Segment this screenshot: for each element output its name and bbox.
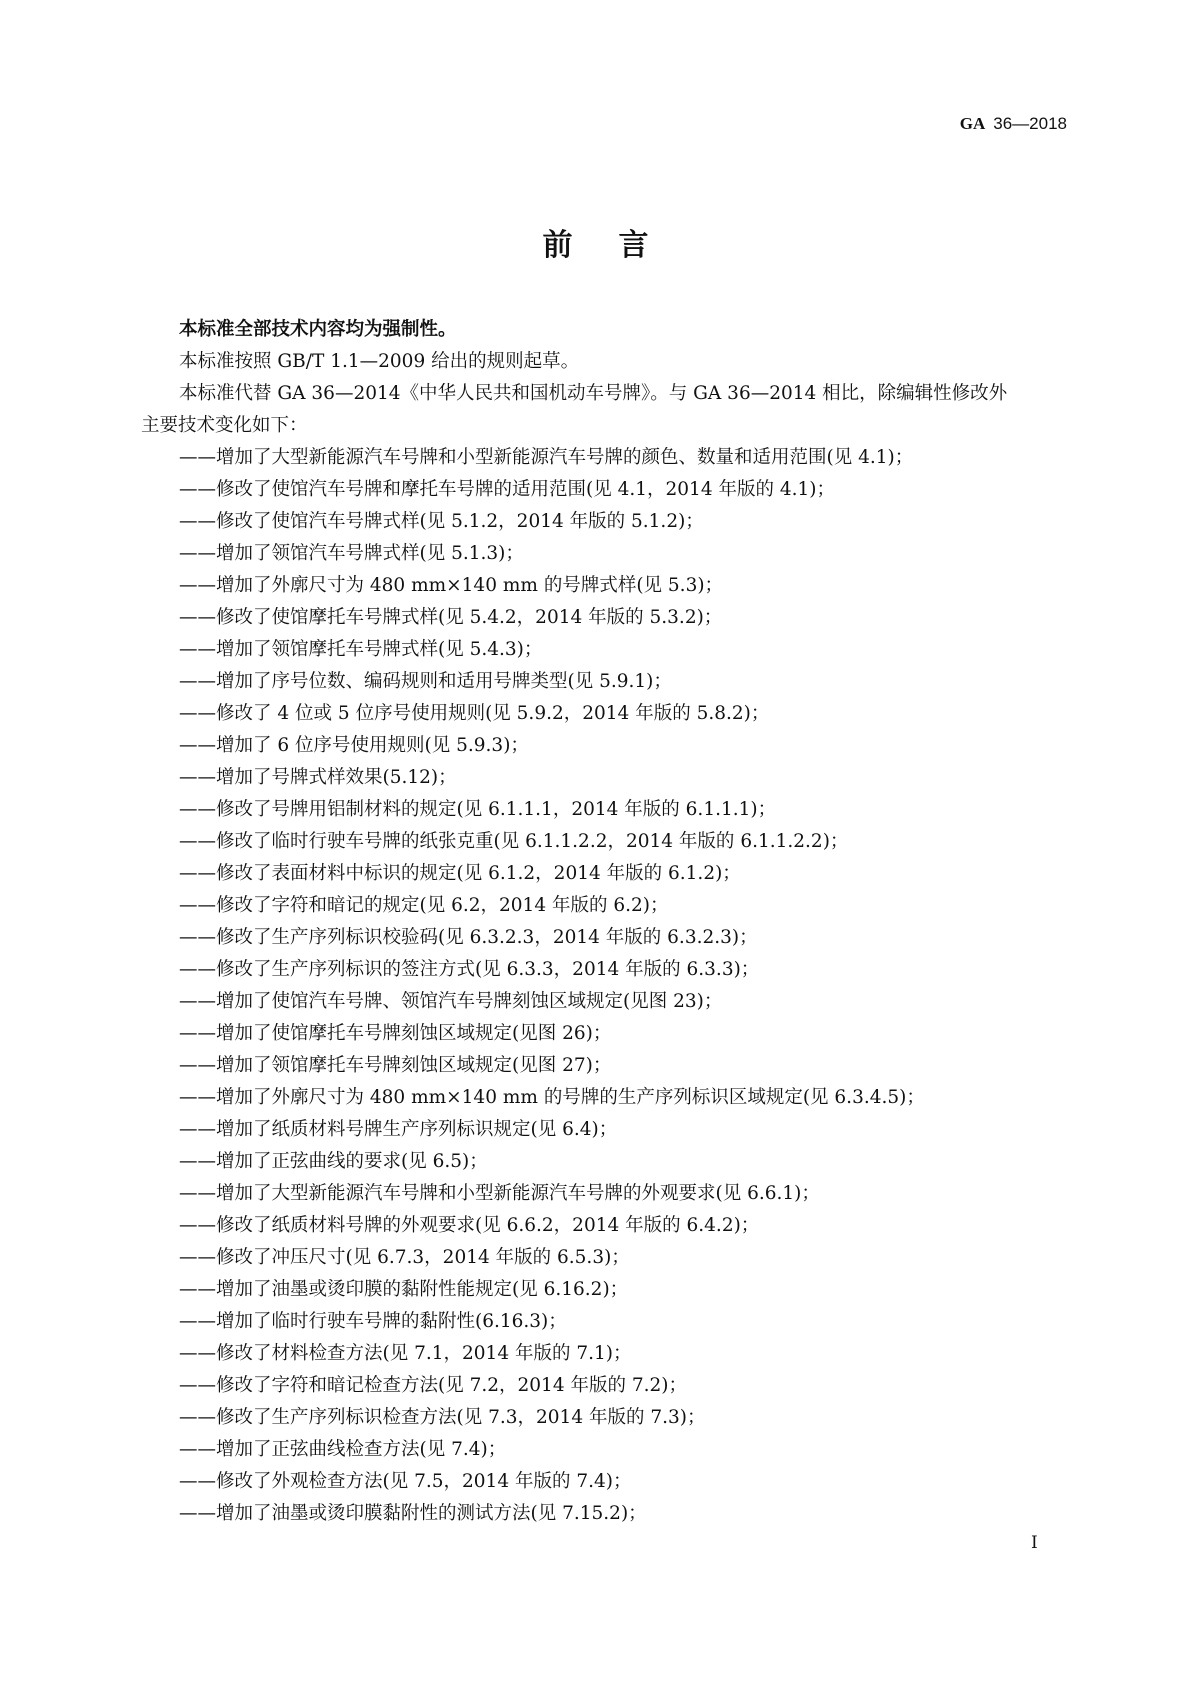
change-list-item: ——增加了使馆摩托车号牌刻蚀区域规定(见图 26)； (179, 1023, 612, 1044)
page-number: I (1031, 1533, 1038, 1553)
document-code-header (960, 114, 1067, 134)
change-list-item: ——修改了生产序列标识校验码(见 6.3.2.3，2014 年版的 6.3.2.3)； (179, 927, 758, 948)
change-list-item: ——修改了使馆汽车号牌和摩托车号牌的适用范围(见 4.1，2014 年版的 4.1)； (179, 479, 836, 500)
change-list-item: ——修改了使馆汽车号牌式样(见 5.1.2，2014 年版的 5.1.2)； (179, 511, 704, 532)
paragraph-replaces-line2: 主要技术变化如下： (141, 415, 308, 436)
paragraph-replaces-line1: 本标准代替 GA 36—2014《中华人民共和国机动车号牌》。与 GA 36—2014 相比，除编辑性修改外 (179, 383, 1008, 404)
change-list-item: ——修改了 4 位或 5 位序号使用规则(见 5.9.2，2014 年版的 5.8.2)； (179, 703, 770, 724)
change-list-item: ——增加了领馆汽车号牌式样(见 5.1.3)； (179, 543, 524, 564)
change-list-item: ——增加了外廓尺寸为 480 mm×140 mm 的号牌的生产序列标识区域规定(见 6.3.4.5)； (179, 1087, 925, 1108)
change-list-item: ——修改了外观检查方法(见 7.5，2014 年版的 7.4)； (179, 1471, 632, 1492)
change-list-item: ——增加了大型新能源汽车号牌和小型新能源汽车号牌的外观要求(见 6.6.1)； (179, 1183, 820, 1204)
change-list-item: ——增加了纸质材料号牌生产序列标识规定(见 6.4)； (179, 1119, 618, 1140)
standard-number: 36—2018 (993, 114, 1067, 133)
change-list-item: ——增加了油墨或烫印膜的黏附性能规定(见 6.16.2)； (179, 1279, 629, 1300)
change-list-item: ——修改了临时行驶车号牌的纸张克重(见 6.1.1.2.2，2014 年版的 6.1.1.2.2)； (179, 831, 849, 852)
change-list-item: ——修改了表面材料中标识的规定(见 6.1.2，2014 年版的 6.1.2)； (179, 863, 741, 884)
foreword-body (141, 314, 1069, 1530)
change-list-item: ——修改了生产序列标识检查方法(见 7.3，2014 年版的 7.3)； (179, 1407, 706, 1428)
change-list-item: ——修改了号牌用铝制材料的规定(见 6.1.1.1，2014 年版的 6.1.1.1)； (179, 799, 777, 820)
change-list-item: ——增加了领馆摩托车号牌式样(见 5.4.3)； (179, 639, 543, 660)
change-list-item: ——修改了字符和暗记检查方法(见 7.2，2014 年版的 7.2)； (179, 1375, 688, 1396)
change-list-item: ——增加了领馆摩托车号牌刻蚀区域规定(见图 27)； (179, 1055, 612, 1076)
change-list-item: ——修改了材料检查方法(见 7.1，2014 年版的 7.1)； (179, 1343, 632, 1364)
change-list-item: ——增加了大型新能源汽车号牌和小型新能源汽车号牌的颜色、数量和适用范围(见 4.1)； (179, 447, 914, 468)
change-list-item: ——增加了正弦曲线检查方法(见 7.4)； (179, 1439, 507, 1460)
change-list-item: ——修改了字符和暗记的规定(见 6.2，2014 年版的 6.2)； (179, 895, 669, 916)
change-list-item: ——修改了生产序列标识的签注方式(见 6.3.3，2014 年版的 6.3.3)； (179, 959, 760, 980)
page-title: 前言 (542, 228, 695, 263)
change-list-item: ——增加了号牌式样效果(5.12)； (179, 767, 457, 788)
change-list-item: ——修改了冲压尺寸(见 6.7.3，2014 年版的 6.5.3)； (179, 1247, 630, 1268)
change-list-item: ——增加了油墨或烫印膜黏附性的测试方法(见 7.15.2)； (179, 1503, 647, 1524)
change-list-item: ——增加了序号位数、编码规则和适用号牌类型(见 5.9.1)； (179, 671, 672, 692)
change-list-item: ——增加了正弦曲线的要求(见 6.5)； (179, 1151, 488, 1172)
change-list-item: ——增加了临时行驶车号牌的黏附性(6.16.3)； (179, 1311, 567, 1332)
change-list-item: ——增加了外廓尺寸为 480 mm×140 mm 的号牌式样(见 5.3)； (179, 575, 724, 596)
change-list-item: ——修改了使馆摩托车号牌式样(见 5.4.2，2014 年版的 5.3.2)； (179, 607, 723, 628)
changes-list (141, 442, 1069, 1530)
change-list-item: ——增加了 6 位序号使用规则(见 5.9.3)； (179, 735, 529, 756)
change-list-item: ——增加了使馆汽车号牌、领馆汽车号牌刻蚀区域规定(见图 23)； (179, 991, 723, 1012)
standard-prefix: GA (959, 114, 986, 133)
paragraph-drafting-rules: 本标准按照 GB/T 1.1—2009 给出的规则起草。 (179, 351, 580, 372)
paragraph-mandatory: 本标准全部技术内容均为强制性。 (179, 319, 457, 340)
change-list-item: ——修改了纸质材料号牌的外观要求(见 6.6.2，2014 年版的 6.4.2)； (179, 1215, 760, 1236)
